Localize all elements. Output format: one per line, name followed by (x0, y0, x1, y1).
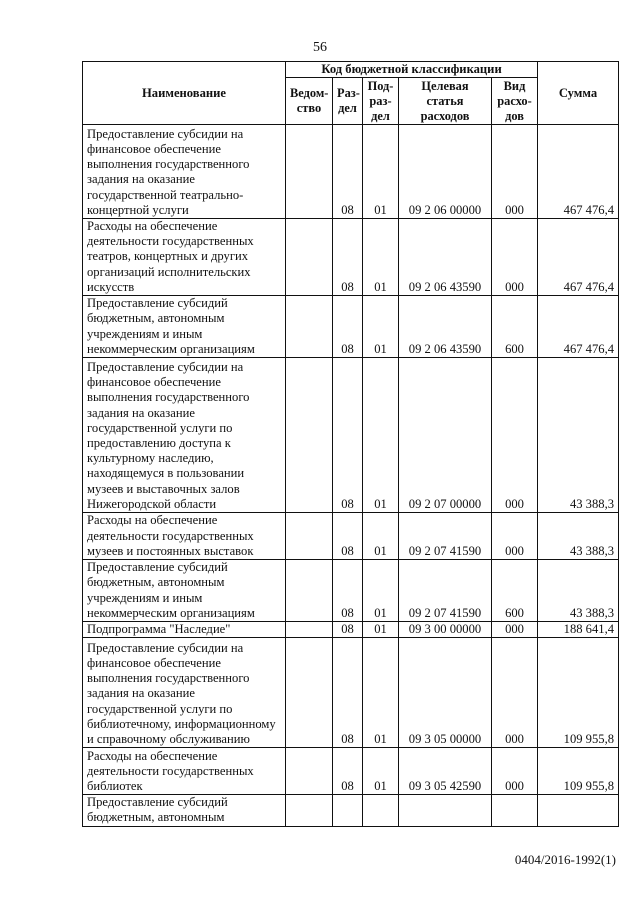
row-vid-rashodov: 000 (492, 358, 538, 513)
header-sum: Сумма (538, 62, 619, 125)
budget-table (82, 61, 619, 827)
row-podrazdel: 01 (363, 358, 399, 513)
row-vid-rashodov (492, 795, 538, 826)
row-vedomstvo (286, 795, 333, 826)
row-vid-rashodov: 000 (492, 638, 538, 748)
row-razdel: 08 (333, 125, 363, 219)
row-podrazdel: 01 (363, 560, 399, 622)
table-row (83, 622, 619, 638)
row-podrazdel: 01 (363, 748, 399, 795)
row-razdel: 08 (333, 513, 363, 560)
document-code: 0404/2016-1992(1) (514, 852, 616, 867)
row-name: Предоставление субсидии на финансовое обеспечение выполнения государственного задания на оказание государственной услуги по предоставлению доступа к культурному наследию, находящемуся в пользовании музеев и выставочных залов Нижегородской области (83, 358, 286, 513)
row-celevaya-statya: 09 2 06 43590 (399, 296, 492, 358)
row-name: Предоставление субсидий бюджетным, автономным учреждениям и иным некоммерческим организациям (83, 560, 286, 622)
row-celevaya-statya: 09 2 07 41590 (399, 513, 492, 560)
row-celevaya-statya: 09 2 06 43590 (399, 219, 492, 296)
row-vedomstvo (286, 358, 333, 513)
row-name: Предоставление субсидий бюджетным, автономным (83, 795, 286, 826)
row-name: Предоставление субсидии на финансовое обеспечение выполнения государственного задания на оказание государственной театрально-концертной услуги (83, 125, 286, 219)
row-razdel: 08 (333, 358, 363, 513)
row-name: Расходы на обеспечение деятельности государственных библиотек (83, 748, 286, 795)
table-row (83, 296, 619, 358)
row-name: Подпрограмма "Наследие" (83, 622, 286, 638)
row-vid-rashodov: 000 (492, 125, 538, 219)
header-classification-group: Код бюджетной классификации (286, 62, 538, 78)
row-podrazdel: 01 (363, 622, 399, 638)
row-sum: 109 955,8 (538, 638, 619, 748)
row-podrazdel (363, 795, 399, 826)
row-vid-rashodov: 000 (492, 622, 538, 638)
row-vedomstvo (286, 560, 333, 622)
row-razdel: 08 (333, 638, 363, 748)
header-celevaya-statya: Целевая статья расходов (399, 78, 492, 125)
row-vedomstvo (286, 748, 333, 795)
row-vedomstvo (286, 513, 333, 560)
row-name: Расходы на обеспечение деятельности государственных театров, концертных и других организаций исполнительских искусств (83, 219, 286, 296)
table-row (83, 219, 619, 296)
row-celevaya-statya (399, 795, 492, 826)
row-name: Предоставление субсидий бюджетным, автономным учреждениям и иным некоммерческим организациям (83, 296, 286, 358)
header-name: Наименование (83, 62, 286, 125)
row-vid-rashodov: 000 (492, 219, 538, 296)
row-celevaya-statya: 09 2 07 00000 (399, 358, 492, 513)
row-vedomstvo (286, 296, 333, 358)
row-name: Расходы на обеспечение деятельности государственных музеев и постоянных выставок (83, 513, 286, 560)
row-vedomstvo (286, 219, 333, 296)
row-name: Предоставление субсидии на финансовое обеспечение выполнения государственного задания на оказание государственной услуги по библиотечному, информационному и справочному обслуживанию (83, 638, 286, 748)
table-row (83, 795, 619, 826)
row-celevaya-statya: 09 3 00 00000 (399, 622, 492, 638)
row-razdel (333, 795, 363, 826)
header-vid-rashodov: Вид расхо-дов (492, 78, 538, 125)
header-razdel: Раз-дел (333, 78, 363, 125)
row-sum: 467 476,4 (538, 125, 619, 219)
row-sum: 188 641,4 (538, 622, 619, 638)
row-vid-rashodov: 600 (492, 560, 538, 622)
table-row (83, 560, 619, 622)
row-razdel: 08 (333, 560, 363, 622)
row-vedomstvo (286, 622, 333, 638)
row-celevaya-statya: 09 3 05 00000 (399, 638, 492, 748)
row-celevaya-statya: 09 2 07 41590 (399, 560, 492, 622)
table-row (83, 638, 619, 748)
table-body (83, 125, 619, 827)
row-sum: 109 955,8 (538, 748, 619, 795)
row-razdel: 08 (333, 748, 363, 795)
header-vedomstvo: Ведом-ство (286, 78, 333, 125)
row-podrazdel: 01 (363, 125, 399, 219)
page-number: 56 (313, 40, 327, 55)
row-sum: 43 388,3 (538, 513, 619, 560)
row-vid-rashodov: 600 (492, 296, 538, 358)
table-row (83, 748, 619, 795)
row-podrazdel: 01 (363, 296, 399, 358)
row-celevaya-statya: 09 3 05 42590 (399, 748, 492, 795)
table-row (83, 125, 619, 219)
row-razdel: 08 (333, 219, 363, 296)
row-sum: 467 476,4 (538, 296, 619, 358)
row-podrazdel: 01 (363, 513, 399, 560)
row-razdel: 08 (333, 622, 363, 638)
row-sum: 43 388,3 (538, 358, 619, 513)
row-vedomstvo (286, 125, 333, 219)
row-razdel: 08 (333, 296, 363, 358)
row-celevaya-statya: 09 2 06 00000 (399, 125, 492, 219)
row-sum (538, 795, 619, 826)
row-vedomstvo (286, 638, 333, 748)
table-row (83, 513, 619, 560)
row-podrazdel: 01 (363, 638, 399, 748)
row-sum: 43 388,3 (538, 560, 619, 622)
row-podrazdel: 01 (363, 219, 399, 296)
row-vid-rashodov: 000 (492, 748, 538, 795)
header-podrazdel: Под-раз-дел (363, 78, 399, 125)
row-vid-rashodov: 000 (492, 513, 538, 560)
table-row (83, 358, 619, 513)
row-sum: 467 476,4 (538, 219, 619, 296)
